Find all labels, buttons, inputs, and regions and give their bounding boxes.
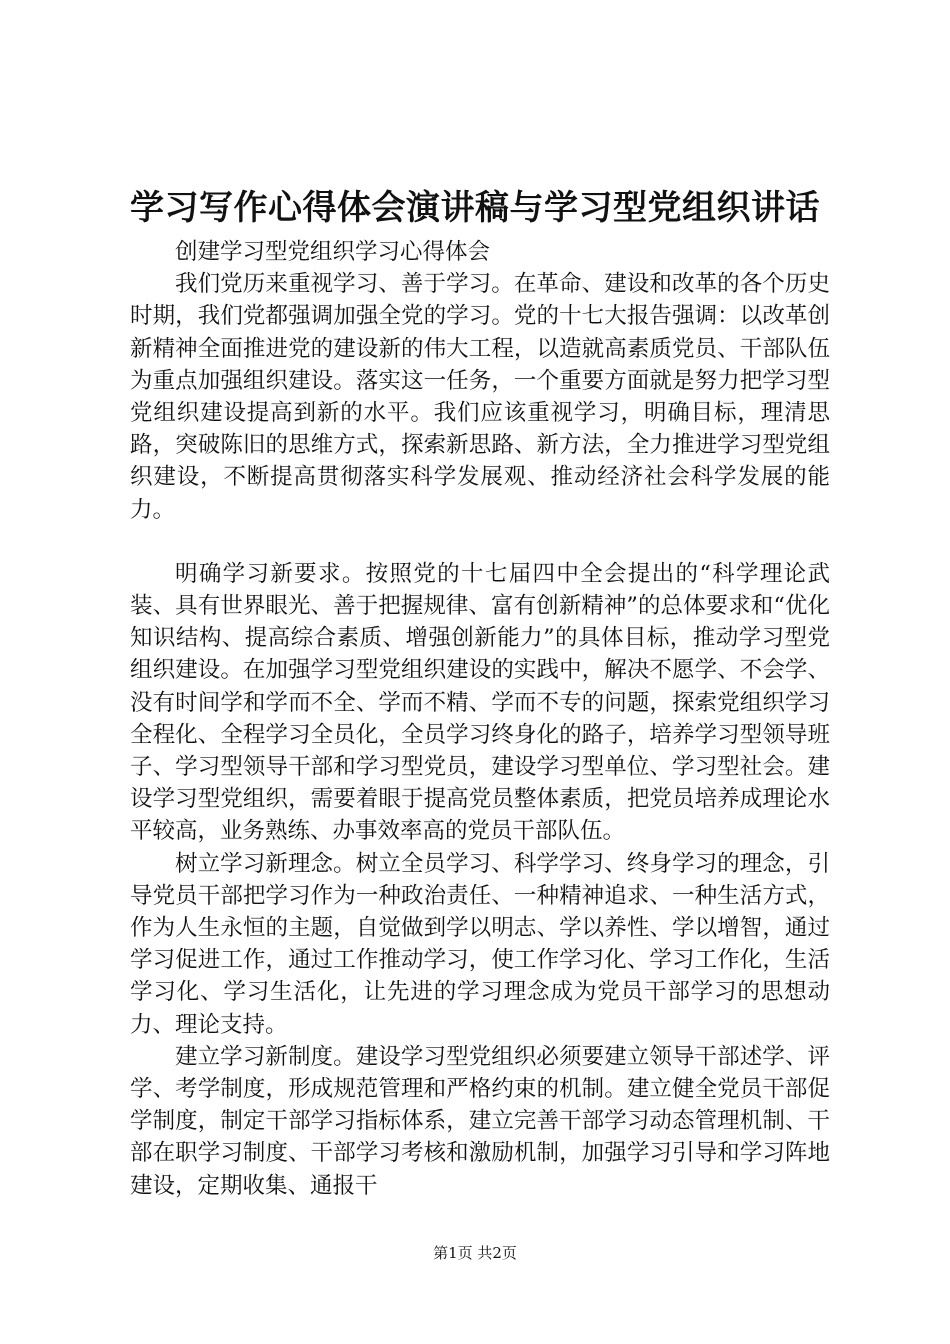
document-title: 学习写作心得体会演讲稿与学习型党组织讲话 [130, 188, 820, 228]
document-body [130, 236, 830, 1202]
body-paragraph: 建立学习新制度。建设学习型党组织必须要建立领导干部述学、评学、考学制度，形成规范管理和严格约束的机制。建立健全党员干部促学制度，制定干部学习指标体系，建立完善干部学习动态管理机制、干部在职学习制度、干部学习考核和激励机制，加强学习引导和学习阵地建设，定期收集、通报干 [130, 1043, 830, 1199]
body-paragraph: 我们党历来重视学习、善于学习。在革命、建设和改革的各个历史时期，我们党都强调加强全党的学习。党的十七大报告强调：以改革创新精神全面推进党的建设新的伟大工程，以造就高素质党员、干部队伍为重点加强组织建设。落实这一任务，一个重要方面就是努力把学习型党组织建设提高到新的水平。我们应该重视学习，明确目标，理清思路，突破陈旧的思维方式，探索新思路、新方法，全力推进学习型党组织建设，不断提高贯彻落实科学发展观、推动经济社会科学发展的能力。 [130, 271, 830, 523]
body-paragraph: 树立学习新理念。树立全员学习、科学学习、终身学习的理念，引导党员干部把学习作为一种政治责任、一种精神追求、一种生活方式，作为人生永恒的主题，自觉做到学以明志、学以养性、学以增智，通过学习促进工作，通过工作推动学习，使工作学习化、学习工作化，生活学习化、学习生活化，让先进的学习理念成为党员干部学习的思想动力、理论支持。 [130, 850, 830, 1038]
body-paragraph: 明确学习新要求。按照党的十七届四中全会提出的“科学理论武装、具有世界眼光、善于把握规律、富有创新精神”的总体要求和“优化知识结构、提高综合素质、增强创新能力”的具体目标，推动学习型党组织建设。在加强学习型党组织建设的实践中，解决不愿学、不会学、没有时间学和学而不全、学而不精、学而不专的问题，探索党组织学习全程化、全程学习全员化，全员学习终身化的路子，培养学习型领导班子、学习型领导干部和学习型党员，建设学习型单位、学习型社会。建设学习型党组织，需要着眼于提高党员整体素质，把党员培养成理论水平较高，业务熟练、办事效率高的党员干部队伍。 [130, 560, 830, 845]
document-subtitle: 创建学习型党组织学习心得体会 [175, 239, 491, 265]
page-number-footer: 第1页 共2页 [433, 1244, 517, 1262]
